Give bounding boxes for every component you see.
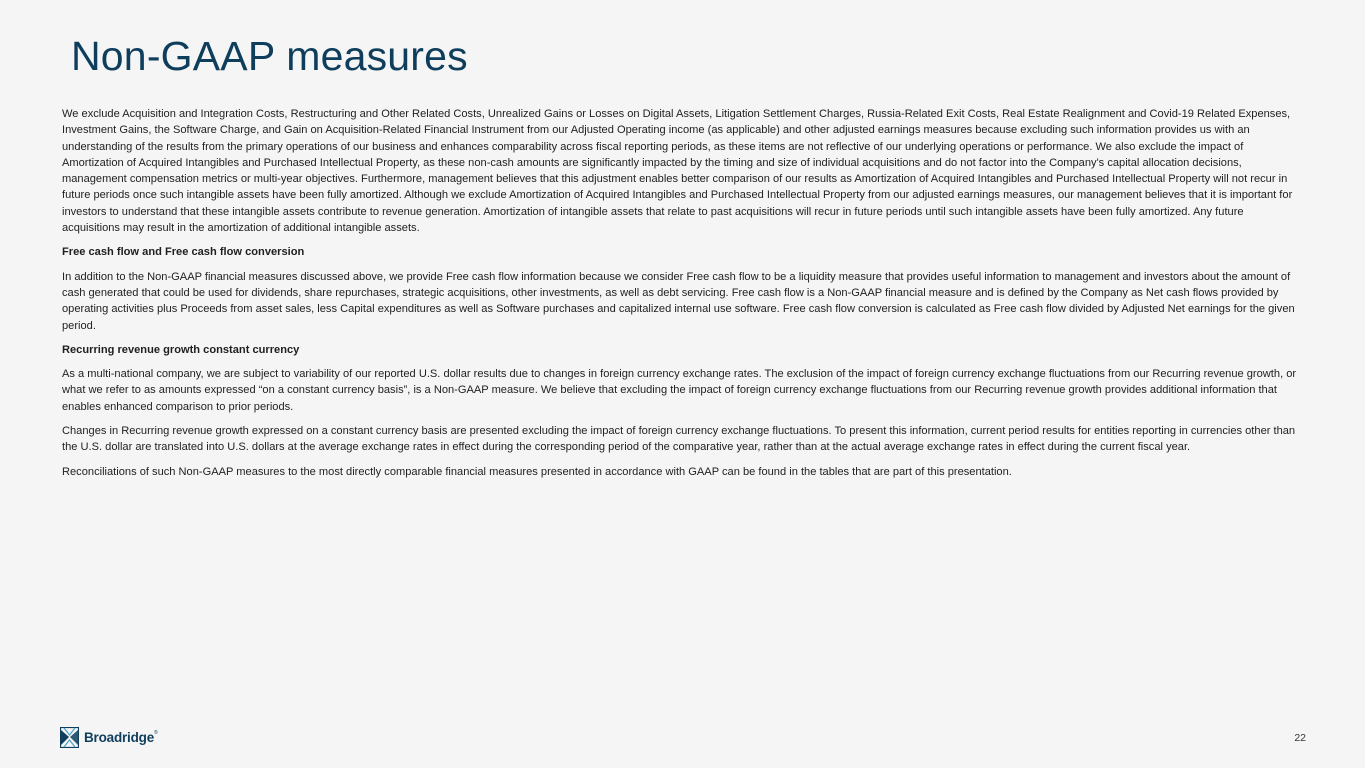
- page-number: 22: [1294, 732, 1306, 744]
- broadridge-logo: [60, 727, 158, 748]
- logo-wordmark: [84, 730, 158, 745]
- body-content: [62, 106, 1302, 488]
- paragraph-exclusions: We exclude Acquisition and Integration Costs, Restructuring and Other Related Costs, Unrealized Gains or Losses on Digital Assets, Litigation Settlement Charges, Russia-Related Exit Costs, Real Estate Realignment and Covid-19 Related Expenses, Investment Gains, the Software Charge, and Gain on Acquisition-Related Financial Instrument from our Adjusted Operating income (as applicable) and other adjusted earnings measures because excluding such information provides us with an understanding of the results from the primary operations of our business and enhances comparability across fiscal reporting periods, as these items are not reflective of our underlying operations or performance. We also exclude the impact of Amortization of Acquired Intangibles and Purchased Intellectual Property, as these non-cash amounts are significantly impacted by the timing and size of individual acquisitions and do not factor into the Company's capital allocation decisions, management compensation metrics or multi-year objectives. Furthermore, management believes that this adjustment enables better comparison of our results as Amortization of Acquired Intangibles and Purchased Intellectual Property will not recur in future periods once such intangible assets have been fully amortized. Although we exclude Amortization of Acquired Intangibles and Purchased Intellectual Property from our adjusted earnings measures, our management believes that it is important for investors to understand that these intangible assets contribute to revenue generation. Amortization of intangible assets that relate to past acquisitions will recur in future periods until such intangible assets have been fully amortized. Any future acquisitions may result in the amortization of additional intangible assets.: [62, 108, 1293, 235]
- paragraph-free-cash-flow: In addition to the Non-GAAP financial measures discussed above, we provide Free cash flow information because we consider Free cash flow to be a liquidity measure that provides useful information to management and investors about the amount of cash generated that could be used for dividends, share repurchases, strategic acquisitions, other investments, as well as debt servicing. Free cash flow is a Non-GAAP financial measure and is defined by the Company as Net cash flows provided by operating activities plus Proceeds from asset sales, less Capital expenditures as well as Software purchases and capitalized internal use software. Free cash flow conversion is calculated as Free cash flow divided by Adjusted Net earnings for the given period.: [62, 270, 1295, 332]
- paragraph-constant-currency-method: Changes in Recurring revenue growth expressed on a constant currency basis are presented excluding the impact of foreign currency exchange fluctuations. To present this information, current period results for entities reporting in currencies other than the U.S. dollar are translated into U.S. dollars at the average exchange rates in effect during the corresponding period of the comparative year, rather than at the actual average exchange rates in effect during the current fiscal year.: [62, 425, 1296, 454]
- broadridge-logo-icon: [60, 727, 79, 748]
- heading-free-cash-flow: Free cash flow and Free cash flow conversion: [62, 246, 305, 259]
- heading-recurring-revenue: Recurring revenue growth constant currency: [62, 343, 300, 356]
- logo-registered-mark: ®: [154, 730, 158, 736]
- paragraph-constant-currency: As a multi-national company, we are subject to variability of our reported U.S. dollar results due to changes in foreign currency exchange rates. The exclusion of the impact of foreign currency exchange fluctuations from our Recurring revenue growth, or what we refer to as amounts expressed “on a constant currency basis”, is a Non-GAAP measure. We believe that excluding the impact of foreign currency exchange fluctuations from our Recurring revenue growth provides additional information that enables enhanced comparison to prior periods.: [62, 368, 1297, 413]
- logo-text: Broadridge: [84, 730, 155, 745]
- page-title: Non-GAAP measures: [71, 33, 468, 79]
- paragraph-reconciliations: Reconciliations of such Non-GAAP measures to the most directly comparable financial measures presented in accordance with GAAP can be found in the tables that are part of this presentation.: [62, 465, 1012, 478]
